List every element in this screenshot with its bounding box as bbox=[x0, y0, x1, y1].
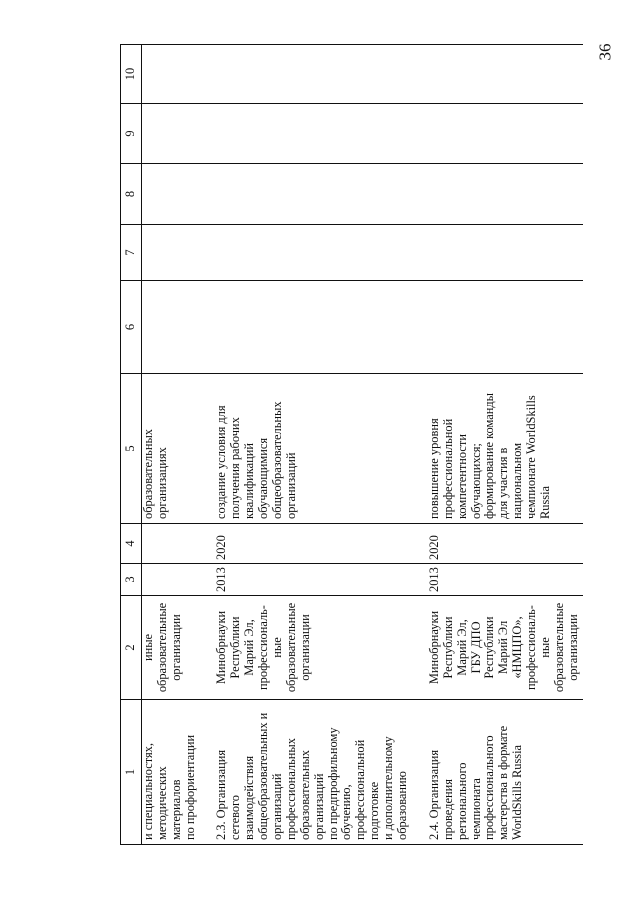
column-header-8: 8 bbox=[121, 164, 142, 225]
row-1-executor: иные образовательные организации bbox=[141, 596, 199, 700]
row-3-col-6 bbox=[412, 281, 583, 374]
row-3-activity: 2.4. Организация проведения регионального чемпионата профессионального мастерства в формате WorldSkills Russia bbox=[412, 700, 583, 845]
column-header-5: 5 bbox=[121, 374, 142, 524]
row-2-col-8 bbox=[199, 164, 411, 225]
row-2-end-year: 2020 bbox=[199, 524, 411, 564]
row-3-start-year: 2013 bbox=[412, 564, 583, 596]
column-number-row bbox=[121, 45, 142, 845]
row-1-col-8 bbox=[141, 164, 199, 225]
row-3-col-10 bbox=[412, 45, 583, 104]
rotated-table-wrapper bbox=[120, 45, 580, 845]
column-header-3: 3 bbox=[121, 564, 142, 596]
column-header-4: 4 bbox=[121, 524, 142, 564]
row-3-executor: Минобрнауки Республики Марий Эл, ГБУ ДПО Республики Марий Эл «НМЦПО», профессиональ- ные образовательные организации bbox=[412, 596, 583, 700]
row-1-col-7 bbox=[141, 225, 199, 281]
column-header-1: 1 bbox=[121, 700, 142, 845]
row-2-col-7 bbox=[199, 225, 411, 281]
column-header-9: 9 bbox=[121, 104, 142, 164]
table-row bbox=[141, 45, 199, 845]
page-number: 36 bbox=[595, 43, 615, 61]
row-3-result: повышение уровня профессиональной компетентности обучающихся; формирование команды для участия в национальном чемпионате WorldSkills Russia bbox=[412, 374, 583, 524]
row-1-end-year bbox=[141, 524, 199, 564]
row-1-result: образовательных организациях bbox=[141, 374, 199, 524]
row-1-activity: и специальностях, методических материалов по профориентации bbox=[141, 700, 199, 845]
row-3-col-9 bbox=[412, 104, 583, 164]
row-2-col-10 bbox=[199, 45, 411, 104]
row-2-activity: 2.3. Организация сетевого взаимодействия общеобразовательных и организаций профессиональных образовательных организаций по предпрофильному обучению, профессиональной подготовке и дополнительному образованию bbox=[199, 700, 411, 845]
row-2-col-9 bbox=[199, 104, 411, 164]
row-2-executor: Минобрнауки Республики Марий Эл, профессиональ- ные образовательные организации bbox=[199, 596, 411, 700]
row-2-col-6 bbox=[199, 281, 411, 374]
column-header-6: 6 bbox=[121, 281, 142, 374]
row-2-result: создание условия для получения рабочих квалификаций обучающимися общеобразовательных организаций bbox=[199, 374, 411, 524]
program-table bbox=[120, 44, 583, 845]
row-3-end-year: 2020 bbox=[412, 524, 583, 564]
row-1-start-year bbox=[141, 564, 199, 596]
row-1-col-9 bbox=[141, 104, 199, 164]
row-1-col-10 bbox=[141, 45, 199, 104]
row-3-col-8 bbox=[412, 164, 583, 225]
table-row bbox=[199, 45, 411, 845]
column-header-7: 7 bbox=[121, 225, 142, 281]
column-header-10: 10 bbox=[121, 45, 142, 104]
row-2-start-year: 2013 bbox=[199, 564, 411, 596]
table-row bbox=[412, 45, 583, 845]
column-header-2: 2 bbox=[121, 596, 142, 700]
row-3-col-7 bbox=[412, 225, 583, 281]
row-1-col-6 bbox=[141, 281, 199, 374]
